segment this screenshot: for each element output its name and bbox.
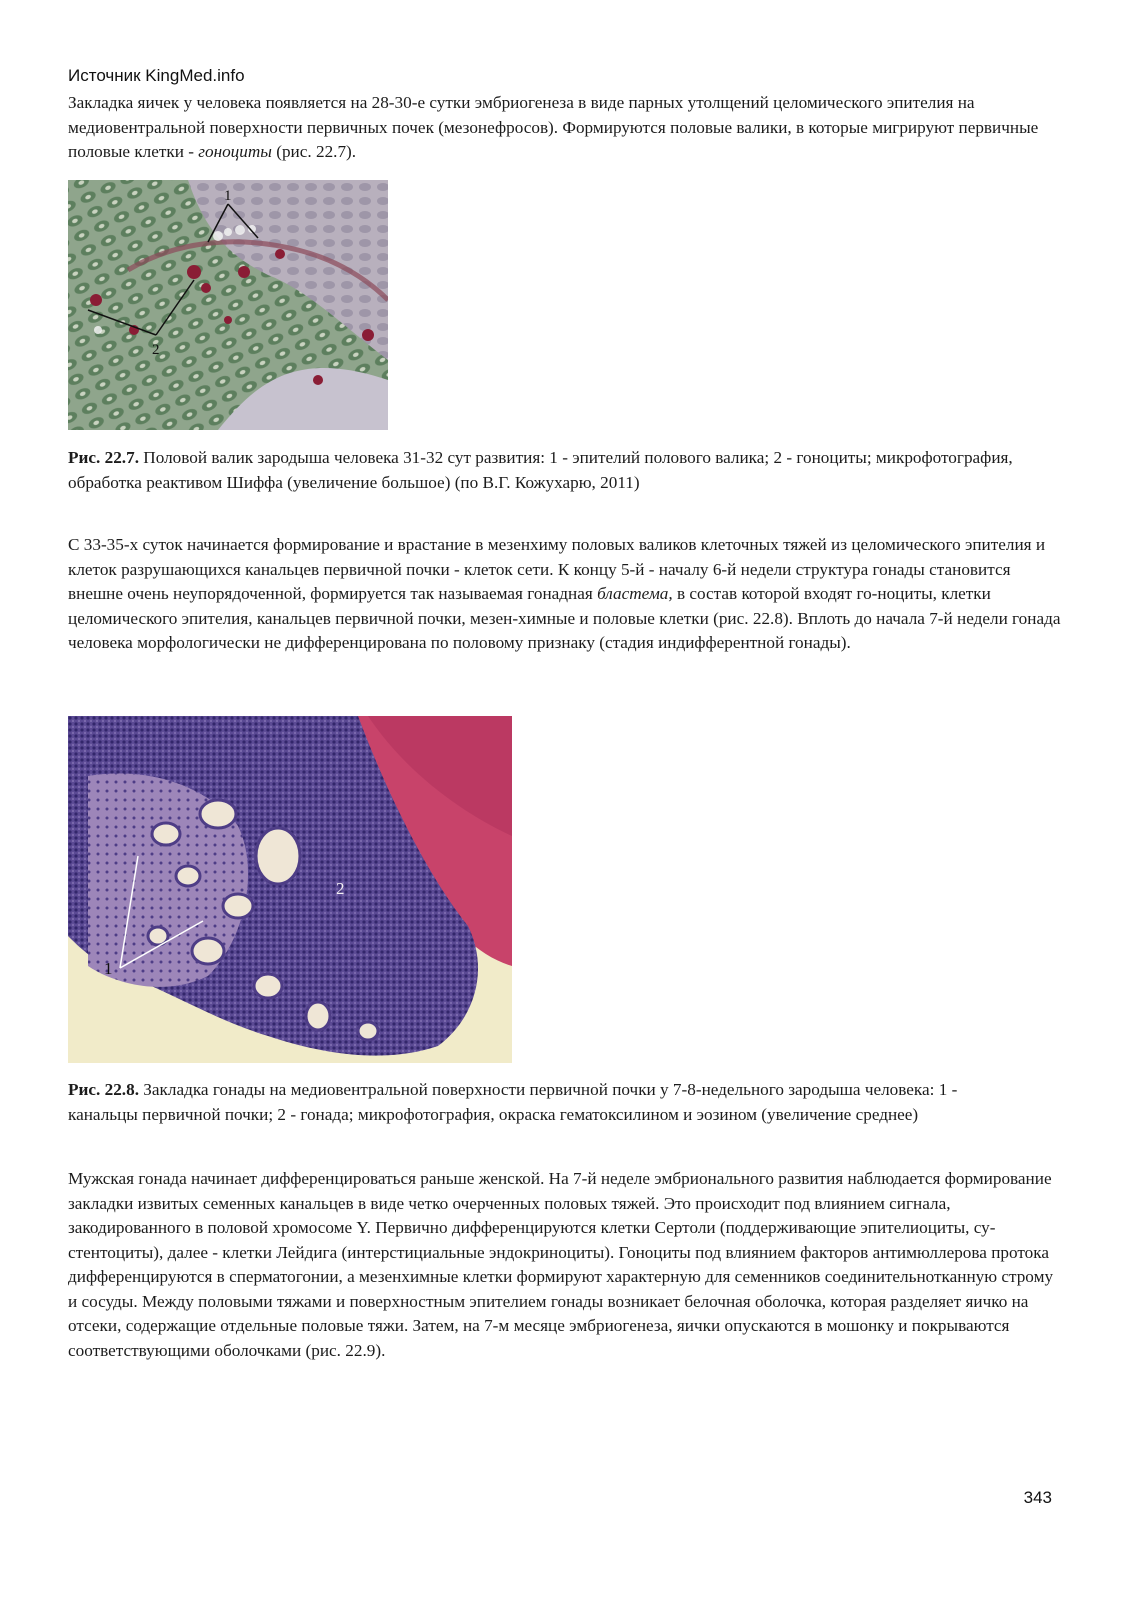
figure-22-8-micrograph xyxy=(68,716,512,1063)
fig2-label-2: 2 xyxy=(336,879,345,898)
source-header: Источник KingMed.info xyxy=(68,66,245,85)
caption-figure-22-8: Рис. 22.8. Закладка гонады на медиовентральной поверхности первичной почки у 7-8-недельного зародыша человека: 1 - канальцы первичной почки; 2 - гонада; микрофотография, окраска гематоксилином и эозином (увеличение среднее) xyxy=(68,1080,958,1124)
paragraph-2: С 33-35-х суток начинается формирование и врастание в мезенхиму половых валиков клеточных тяжей из целомического эпителия и клеток разрушающихся канальцев первичной почки - клеток сети. К концу 5-й - началу 6-й недели структура гонады становится внешне очень неупорядоченной, формируется так называемая гонадная бластема, в состав которой входят го-ноциты, клетки целомического эпителия, канальцев первичной почки, мезен-химные и половые клетки (рис. 22.8). Вплоть до начала 7-й недели гонада человека морфологически не дифференцирована по половому признаку (стадия индифферентной гонады). xyxy=(68,535,1061,652)
paragraph-1: Закладка яичек у человека появляется на 28-30-е сутки эмбриогенеза в виде парных утолщений целомического эпителия на медиовентральной поверхности первичных почек (мезонефросов). Формируются половые валики, в которые мигрируют первичные половые клетки - гоноциты (рис. 22.7). xyxy=(68,93,1039,161)
fig1-label-1: 1 xyxy=(224,188,232,204)
page-number: 343 xyxy=(1023,1488,1052,1507)
paragraph-3: Мужская гонада начинает дифференцироваться раньше женской. На 7-й неделе эмбрионального развития наблюдается формирование закладки извитых семенных канальцев в виде четко очерченных половых тяжей. Это происходит под влиянием сигнала, закодированного в половой хромосоме Y. Первично дифференцируются клетки Сертоли (поддерживающие эпителиоциты, су-стентоциты), далее - клетки Лейдига (интерстициальные эндокриноциты). Гоноциты под влиянием факторов антимюллерова протока дифференцируются в сперматогонии, а мезенхимные клетки формируют характерную для семенников соединительнотканную строму и сосуды. Между половыми тяжами и поверхностным эпителием гонады возникает белочная оболочка, которая разделяет яичко на отсеки, содержащие отдельные половые тяжи. Затем, на 7-м месяце эмбриогенеза, яички опускаются в мошонку и покрываются соответствующими оболочками (рис. 22.9). xyxy=(68,1169,1054,1360)
caption-figure-22-7: Рис. 22.7. Половой валик зародыша человека 31-32 сут развития: 1 - эпителий полового валика; 2 - гоноциты; микрофотография, обработка реактивом Шиффа (увеличение большое) (по В.Г. Кожухарю, 2011) xyxy=(68,448,1013,492)
fig2-label-1: 1 xyxy=(104,959,113,978)
figure-22-7-micrograph xyxy=(68,180,388,430)
fig1-label-2: 2 xyxy=(152,342,160,358)
